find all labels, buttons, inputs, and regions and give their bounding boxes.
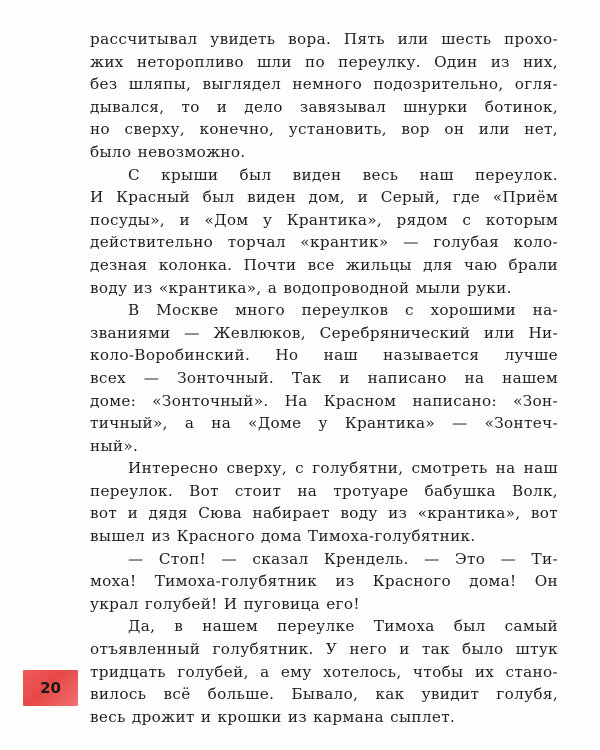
paragraph	[90, 615, 558, 728]
text-line: рассчитывал увидеть вора. Пять или шесть прохо-	[90, 30, 558, 48]
text-line: С крыши был виден весь наш переулок.	[128, 165, 558, 184]
text-line: В Москве много переулков с хорошими на-	[128, 301, 558, 320]
paragraph	[90, 457, 558, 547]
paragraph	[90, 299, 558, 457]
text-line: всех — Зонточный. Так и написано на нашем	[90, 368, 558, 387]
body-text	[90, 28, 558, 728]
text-line: дывался, то и дело завязывал шнурки ботинок,	[90, 97, 558, 116]
page-number: 20	[40, 679, 61, 697]
text-line: тичный», а на «Доме у Крантика» — «Зонтеч-	[90, 414, 558, 433]
text-line: тридцать голубей, а ему хотелось, чтобы их стано-	[90, 662, 558, 681]
text-line: было невозможно.	[90, 142, 246, 161]
text-line: Интересно сверху, с голубятни, смотреть на наш	[128, 459, 558, 478]
text-line: вилось всё больше. Бывало, как увидит голубя,	[90, 685, 558, 704]
text-line: ный».	[90, 436, 139, 455]
text-line: И Красный был виден дом, и Серый, где «Приём	[90, 188, 558, 207]
text-line: без шляпы, выглядел немного подозрительно, огля-	[90, 75, 558, 94]
paragraph	[90, 164, 558, 300]
text-line: доме: «Зонточный». На Красном написано: «Зон-	[90, 391, 558, 410]
text-line: жих неторопливо шли по переулку. Один из них,	[90, 52, 558, 71]
text-line: воду из «крантика», а водопроводной мыли руки.	[90, 278, 512, 297]
text-line: моха! Тимоха-голубятник из Красного дома! Он	[90, 572, 558, 591]
text-line: коло-Воробинский. Но наш называется лучше	[90, 346, 558, 365]
text-line: посуды», и «Дом у Крантика», рядом с которым	[90, 210, 558, 229]
text-line: Да, в нашем переулке Тимоха был самый	[128, 617, 558, 636]
text-line: отъявленный голубятник. У него и так было штук	[90, 640, 558, 659]
text-line: весь дрожит и крошки из кармана сыплет.	[90, 707, 456, 726]
text-line: вот и дядя Сюва набирает воду из «крантика», вот	[90, 504, 558, 523]
text-line: дезная колонка. Почти все жильцы для чаю брали	[90, 255, 558, 274]
page-number-badge	[23, 670, 78, 706]
text-line: переулок. Вот стоит на тротуаре бабушка Волк,	[90, 481, 558, 500]
paragraph	[90, 28, 558, 164]
text-line: но сверху, конечно, установить, вор он или нет,	[90, 120, 558, 139]
text-line: званиями — Жевлюков, Серебрянический или Ни-	[90, 323, 558, 342]
text-line: действительно торчал «крантик» — голубая коло-	[90, 233, 558, 252]
text-line: вышел из Красного дома Тимоха-голубятник.	[90, 527, 476, 546]
paragraph	[90, 548, 558, 616]
text-line: — Стоп! — сказал Крендель. — Это — Ти-	[128, 549, 558, 568]
text-line: украл голубей! И пуговица его!	[90, 594, 360, 613]
